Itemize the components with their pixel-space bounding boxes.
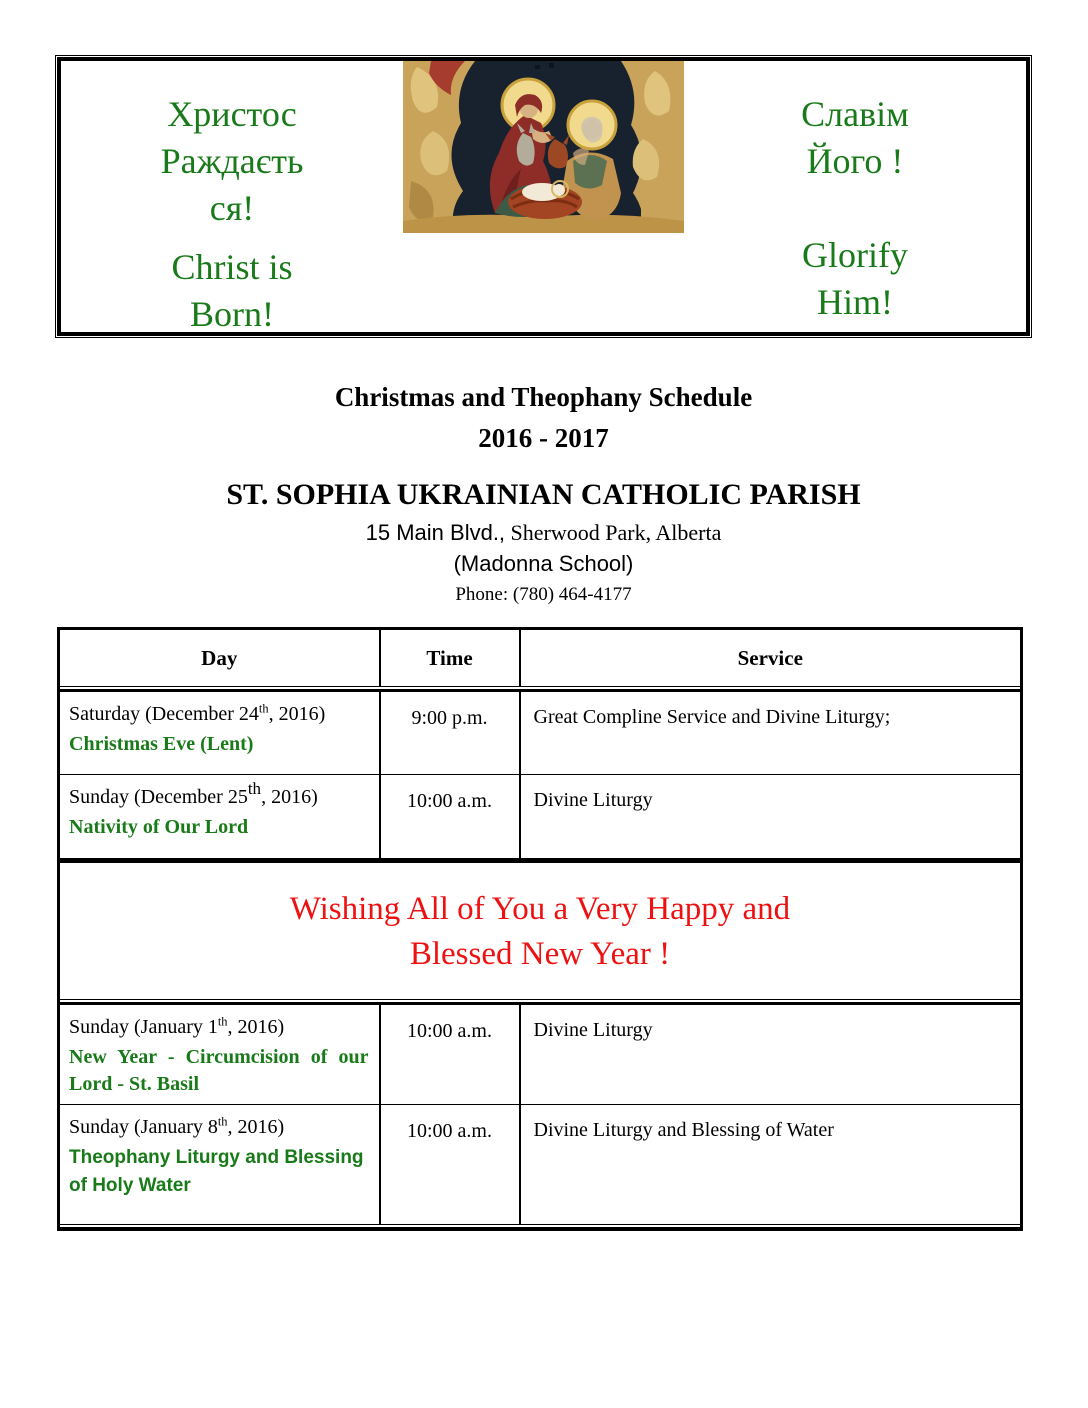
parish-address xyxy=(57,520,1030,546)
greeting-banner xyxy=(57,57,1030,336)
greeting-line: Wishing All of You a Very Happy and xyxy=(289,891,791,927)
service-cell: Great Compline Service and Divine Liturgy; xyxy=(520,691,1022,775)
column-header-service: Service xyxy=(520,629,1022,687)
page-title-years: 2016 - 2017 xyxy=(478,423,609,453)
row-date: Sunday (January 1th, 2016) xyxy=(69,1014,285,1038)
time-cell: 10:00 a.m. xyxy=(380,775,520,861)
greeting-ua-line: Раждаєть xyxy=(160,141,304,181)
address-location: (Madonna School) xyxy=(453,551,634,576)
banner-left-text xyxy=(61,61,403,338)
row-date: Sunday (January 8th, 2016) xyxy=(69,1114,285,1138)
parish-name: ST. SOPHIA UKRAINIAN CATHOLIC PARISH xyxy=(226,478,861,511)
parish-phone: Phone: (780) 464-4177 xyxy=(455,584,632,605)
greeting-en-line: Him! xyxy=(817,282,893,322)
greeting-en-line: Glorify xyxy=(802,235,908,275)
service-cell: Divine Liturgy xyxy=(520,1004,1022,1105)
greeting-ua-line: Христос xyxy=(167,94,297,134)
day-cell xyxy=(59,775,380,861)
greeting-ua-line: ся! xyxy=(209,188,255,228)
row-date: Sunday (December 25th, 2016) xyxy=(69,779,318,808)
greeting-en-line: Christ is xyxy=(171,247,293,287)
service-cell: Divine Liturgy and Blessing of Water xyxy=(520,1105,1022,1225)
feast-name: Theophany Liturgy and Blessing of Holy Water xyxy=(69,1147,364,1196)
greeting-ua-line: Славім xyxy=(801,94,909,134)
row-date: Saturday (December 24th, 2016) xyxy=(69,701,326,725)
service-cell: Divine Liturgy xyxy=(520,775,1022,861)
table-row xyxy=(59,691,1022,775)
table-row xyxy=(59,1105,1022,1225)
address-city: Sherwood Park, Alberta xyxy=(505,520,722,545)
greeting-ua-line: Його ! xyxy=(806,141,904,181)
greeting-line: Blessed New Year ! xyxy=(409,936,671,972)
greeting-en-line: Born! xyxy=(190,294,274,334)
nativity-icon xyxy=(403,61,684,233)
feast-name: New Year - Circumcision of our Lord - St. Basil xyxy=(69,1046,369,1095)
document-headings xyxy=(57,382,1030,606)
banner-right-text xyxy=(684,61,1026,326)
table-header-row xyxy=(59,629,1022,687)
schedule-table xyxy=(57,627,1023,1231)
address-street: 15 Main Blvd., xyxy=(365,520,506,545)
table-row xyxy=(59,1004,1022,1105)
time-cell: 10:00 a.m. xyxy=(380,1105,520,1225)
section-divider xyxy=(59,1225,1022,1230)
time-cell: 10:00 a.m. xyxy=(380,1004,520,1105)
new-year-greeting-row xyxy=(59,861,1022,1000)
column-header-time: Time xyxy=(380,629,520,687)
page-content xyxy=(57,57,1030,1231)
time-cell: 9:00 p.m. xyxy=(380,691,520,775)
feast-name: Nativity of Our Lord xyxy=(69,816,249,838)
feast-name: Christmas Eve (Lent) xyxy=(69,733,254,755)
day-cell xyxy=(59,691,380,775)
day-cell xyxy=(59,1105,380,1225)
table-row xyxy=(59,775,1022,861)
column-header-day: Day xyxy=(59,629,380,687)
new-year-greeting xyxy=(59,861,1022,1000)
page-title: Christmas and Theophany Schedule xyxy=(334,382,753,412)
day-cell xyxy=(59,1004,380,1105)
